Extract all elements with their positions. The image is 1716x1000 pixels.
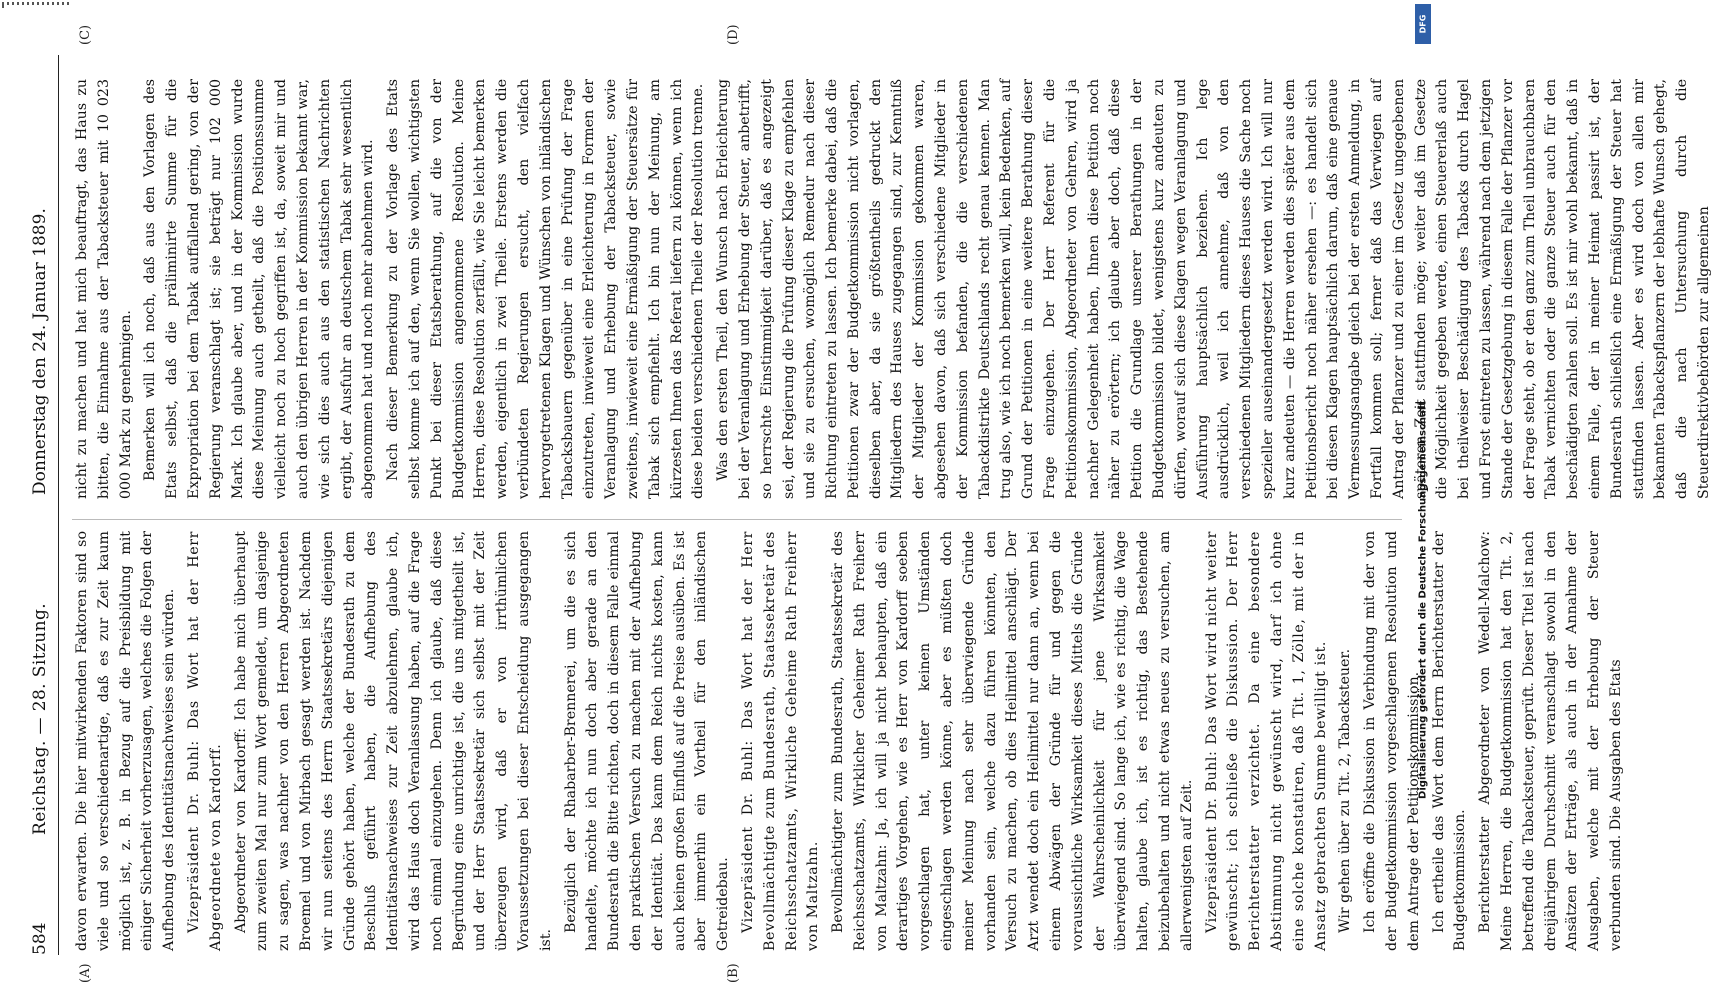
margin-mark-b: (B) [726, 963, 741, 983]
paragraph: Ich eröffne die Diskussion in Verbindung mit der von der Budgetkommission vorgeschlagenen Resolution und dem Antrage der Petitionskommission. [1362, 531, 1422, 951]
paragraph: Bevollmächtigter zum Bundesrath, Staatssekretär des Reichsschatzamts, Wirklicher Geheimer Rath Freiherr von Maltzahn: Ja, ich will ja nicht behaupten, daß ein derartiges Vorgehen, wie es Herr von Kardorff soeben vorgeschlagen hat, unter keinen Umständen eingeschlagen werden könne, aber es müßten doch meiner Meinung nach sehr überwiegende Gründe vorhanden sein, welche dazu führen könnten, den Versuch zu machen, ob dies Heilmittel anschlägt. Der Arzt wendet doch ein Heilmittel nur dann an, wenn bei einem Abwägen der Gründe für und gegen die voraussichtliche Wirksamkeit dieses Mittels die Gründe der Wahrscheinlichkeit für jene Wirksamkeit überwiegend sind. So lange ich, wie es richtig, die Wage halten, glaube ich, ist es richtig, das Bestehende beizubehalten und nicht etwas neues zu versuchen, am allerwenigsten auf Zeit. [830, 531, 1195, 951]
margin-mark-a: (A) [78, 963, 93, 983]
dfg-logo-text: DFG [1418, 14, 1428, 34]
session-date: Donnerstag den 24. Januar 1889. [30, 208, 50, 495]
right-column [72, 79, 1712, 499]
digitization-credit [1414, 0, 1432, 1000]
paragraph: Berichterstatter Abgeordneter von Wedell-Malchow: Meine Herren, die Budgetkommission hat den Tit. 2, betreffend die Tabacksteuer, geprüft. Dieser Titel ist nach dreijährigem Durchschnitt veranschlagt sowohl in den Ansätzen der Erträge, als auch in der Annahme der Ausgaben, welche mit der Erhebung der Steuer verbunden sind. Die Ausgaben des Etats [1477, 531, 1624, 951]
paragraph: davon erwarten. Die hier mitwirkenden Faktoren sind so viele und so verschiedenartige, daß es zur Zeit kaum möglich ist, z. B. in Bezug auf die Preisbildung mit einiger Sicherheit vorherzusagen, welches die Folgen der Aufhebung des Identitätsnachweises sein würden. [74, 531, 178, 951]
column-divider [72, 519, 1402, 520]
paragraph: Was den ersten Theil, den Wunsch nach Erleichterung bei der Veranlagung und Erhebung der Steuer, anbetrifft, so herrschte Einstimmigkeit darüber, daß es angezeigt sei, der Regierung die Prüfung dieser Klage zu empfehlen und sie zu ersuchen, womöglich Remedur nach dieser Richtung eintreten zu lassen. Ich bemerke dabei, daß die Petitionen zwar der Budgetkommission nicht vorlagen, dieselben aber, da sie größtentheils gedruckt den Mitgliedern des Hauses zugegangen sind, zur Kenntniß der Mitglieder der Kommission gekommen waren, abgesehen davon, daß sich verschiedene Mitglieder in der Kommission befanden, die die verschiedenen Tabackdistrikte Deutschlands recht genau kennen. Man trug also, wie ich noch bemerken will, kein Bedenken, auf Grund der Petitionen in eine weitere Berathung dieser Frage einzugehen. Der Herr Referent für die Petitionskommission, Abgeordneter von Gehren, wird ja nachher Gelegenheit haben, Ihnen diese Petition noch näher zu erörtern; ich glaube aber doch, daß diese Petition die Grundlage unserer Berathungen in der Budgetkommission bildet, wenigstens kurz andeuten zu dürfen, worauf sich diese Klagen wegen Veranlagung und Ausführung hauptsächlich beziehen. Ich lege ausdrücklich, weil ich annehme, daß von den verschiedenen Mitgliedern dieses Hauses die Sache noch spezieller auseinandergesetzt werden wird. Ich will nur kurz andeuten — die Herren werden dies später aus dem Petitionsbericht noch näher ersehen —: es handelt sich bei diesen Klagen hauptsächlich darum, daß eine genaue Vermessungsangabe gleich bei der ersten Anmeldung, in Fortfall kommen soll; ferner daß das Verwiegen auf Antrag der Pflanzer und zu einer im Gesetz ungegebenen späteren Zeit stattfinden möge; weiter daß im Gesetze die Möglichkeit gegeben werde, einen Steuererlaß auch bei theilweiser Beschädigung des Tabacks durch Hagel und Frost eintreten zu lassen, während nach dem jetzigen Stande der Gesetzgebung in diesem Falle der Pflanzer vor der Frage steht, ob er den ganz zum Theil unbrauchbaren Tabak vernichten oder die ganze Steuer auch für den beschädigten zahlen soll. Es ist mir wohl bekannt, daß in einem Falle, der in meiner Heimat passirt ist, der Bundesrath schließlich eine Ermäßigung der Steuer hat stattfinden lassen. Aber es wird doch von allen mir bekannten Tabackspflanzern der lebhafte Wunsch gehegt, daß die nach Untersuchung durch die Steuerdirektivbehörden zur allgemeinen [715, 79, 1712, 499]
page-number: 584 [30, 922, 50, 955]
paragraph: Ich ertheile das Wort dem Herrn Berichterstatter der Budgetkommission. [1430, 531, 1469, 951]
dfg-logo [1415, 4, 1431, 44]
paragraph: Vizepräsident Dr. Buhl: Das Wort wird nicht weiter gewünscht; ich schließe die Diskussion. Der Herr Berichterstatter verzichtet. Da eine besondere Abstimmung nicht gewünscht wird, darf ich ohne eine solche konstatiren, daß Tit. 1, Zölle, mit der in Ansatz gebrachten Summe bewilligt ist. [1203, 531, 1329, 951]
scanned-page [6, 5, 1712, 995]
paragraph: Bemerken will ich noch, daß aus den Vorlagen des Etats selbst, daß die präliminirte Summe für die Expropriation bei dem Tabak auffallend gering, von der Regierung veranschlagt ist; sie beträgt nur 102 000 Mark. Ich glaube aber, und in der Kommission wurde diese Meinung auch getheilt, daß die Positionssumme vielleicht noch zu hoch gegriffen ist, da, soweit mir und auch den übrigen Herren in der Kommission bekannt war, wie sich dies auch aus den statistischen Nachrichten ergibt, der Ausfuhr an deutschem Tabak sehr wesentlich abgenommen hat und noch mehr abnehmen wird. [142, 79, 377, 499]
credit-text: Digitalisierung gefördert durch die Deutsche Forschungsgemeinschaft [1417, 401, 1429, 799]
paragraph: nicht zu machen und hat mich beauftragt, das Haus zu bitten, die Einnahme aus der Tabacksteuer mit 10 023 000 Mark zu genehmigen. [74, 79, 134, 499]
paragraph: Abgeordneter von Kardorff: Ich habe mich überhaupt zum zweiten Mal nur zum Wort gemeldet, um dasjenige zu sagen, was nachher von den Herren Abgeordneten Broemel und von Mirbach gesagt werden ist. Nachdem wir nun seitens des Herrn Staatssekretärs diejenigen Gründe gehört haben, welche der Bundesrath zu dem Beschluß geführt haben, die Aufhebung des Identitätsnachweises zur Zeit abzulehnen, glaube ich, wird das Haus doch Veranlassung haben, auf die Frage noch einmal einzugehen. Denn ich glaube, daß diese Begründung eine unrichtige ist, die uns mitgetheilt ist, und der Herr Staatssekretär sich selbst mit der Zeit überzeugen wird, daß er von irrthümlichen Voraussetzungen bei dieser Entscheidung ausgegangen ist. [232, 531, 554, 951]
paragraph: Vizepräsident Dr. Buhl: Das Wort hat der Herr Abgeordnete von Kardorff. [185, 531, 224, 951]
paragraph: Bezüglich der Rhabarber-Brennerei, um die es sich handelte, möchte ich nun doch aber gerade an den Bundesrath die Bitte richten, doch in diesem Falle einmal den praktischen Versuch zu machen mit der Aufhebung der Identität. Das kann dem Reich nichts kosten, kann auch keinen großen Einfluß auf die Preise ausüben. Es ist aber immerhin ein Vortheil für den inländischen Getreidebau. [562, 531, 732, 951]
margin-mark-d: (D) [726, 24, 741, 45]
paragraph: Vizepräsident Dr. Buhl: Das Wort hat der Herr Bevollmächtigte zum Bundesrath, Staatssekretär des Reichsschatzamts, Wirkliche Geheime Rath Freiherr von Maltzahn. [739, 531, 822, 951]
paragraph: Nach dieser Bemerkung zu der Vorlage des Etats selbst komme ich auf den, wenn Sie wollen, wichtigsten Punkt bei dieser Etatsberathung, auf die von der Budgetkommission angenommene Resolution. Meine Herren, diese Resolution zerfällt, wie Sie leicht bemerken werden, eigentlich in zwei Theile. Erstens werden die verbündeten Regierungen ersucht, den vielfach hervorgetretenen Klagen und Wünschen von inländischen Tabacksbauern gegenüber in eine Prüfung der Frage einzutreten, inwieweit eine Erleichterung in Formen der Veranlagung und Erhebung der Tabacksteuer, sowie zweitens, inwieweit eine Ermäßigung der Steuersätze für Tabak sich empfiehlt. Ich bin nun der Meinung, am kürzesten Ihnen das Referat liefern zu können, wenn ich diese beiden verschiedenen Theile der Resolution trenne. [385, 79, 707, 499]
margin-mark-c: (C) [78, 24, 93, 45]
page-header [26, 55, 54, 955]
header-rule [58, 55, 59, 955]
running-title: Reichstag. — 28. Sitzung. [30, 602, 50, 835]
paragraph: Wir gehen über zu Tit. 2, Tabacksteuer. [1337, 648, 1354, 933]
